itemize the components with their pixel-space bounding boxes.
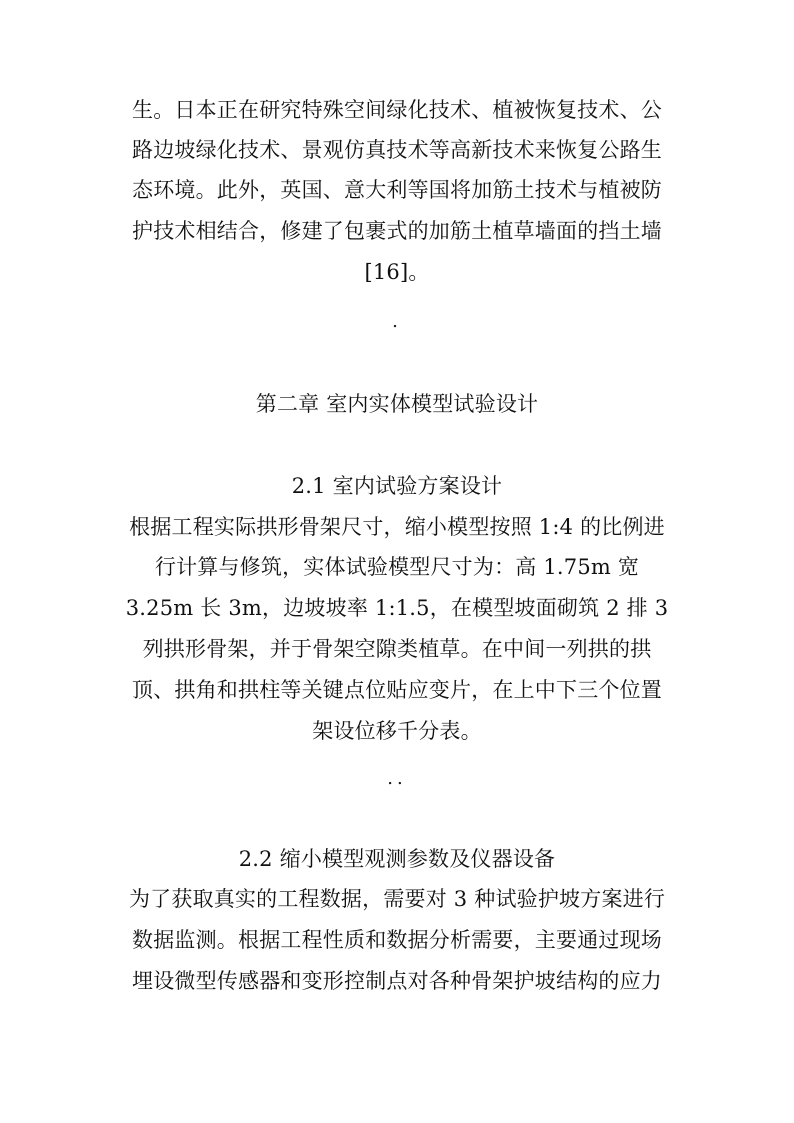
separator-dot: . [392, 311, 402, 332]
body-text-line: 数据监测。根据工程性质和数据分析需要，主要通过现场 [132, 928, 662, 952]
citation-line: [16]。 [364, 260, 430, 284]
body-text-line: 根据工程实际拱形骨架尺寸，缩小模型按照 1:4 的比例进 [129, 515, 665, 539]
body-text-line: 列拱形骨架，并于骨架空隙类植草。在中间一列拱的拱 [142, 637, 652, 661]
body-text-line: 埋设微型传感器和变形控制点对各种骨架护坡结构的应力 [132, 969, 662, 993]
body-text-line: 为了获取真实的工程数据，需要对 3 种试验护坡方案进行 [128, 887, 666, 911]
body-text-line: 3.25m 长 3m，边坡坡率 1:1.5，在模型坡面砌筑 2 排 3 [125, 596, 669, 620]
separator-dots: .. [387, 768, 407, 789]
body-text-line: 行计算与修筑，实体试验模型尺寸为：高 1.75m 宽 [154, 555, 640, 579]
body-text-line: 顶、拱角和拱柱等关键点位贴应变片，在上中下三个位置 [132, 678, 662, 702]
body-text-line: 生。日本正在研究特殊空间绿化技术、植被恢复技术、公 [132, 98, 662, 122]
section-2-1-heading: 2.1 室内试验方案设计 [291, 474, 503, 498]
body-text-line: 路边坡绿化技术、景观仿真技术等高新技术来恢复公路生 [132, 138, 662, 162]
body-text-line: 态环境。此外，英国、意大利等国将加筋土技术与植被防 [132, 178, 662, 202]
chapter-title: 第二章 室内实体模型试验设计 [255, 392, 539, 416]
body-text-line: 护技术相结合，修建了包裹式的加筋土植草墙面的挡土墙 [132, 219, 662, 243]
body-text-line: 架设位移千分表。 [312, 719, 482, 743]
section-2-2-heading: 2.2 缩小模型观测参数及仪器设备 [238, 847, 556, 871]
